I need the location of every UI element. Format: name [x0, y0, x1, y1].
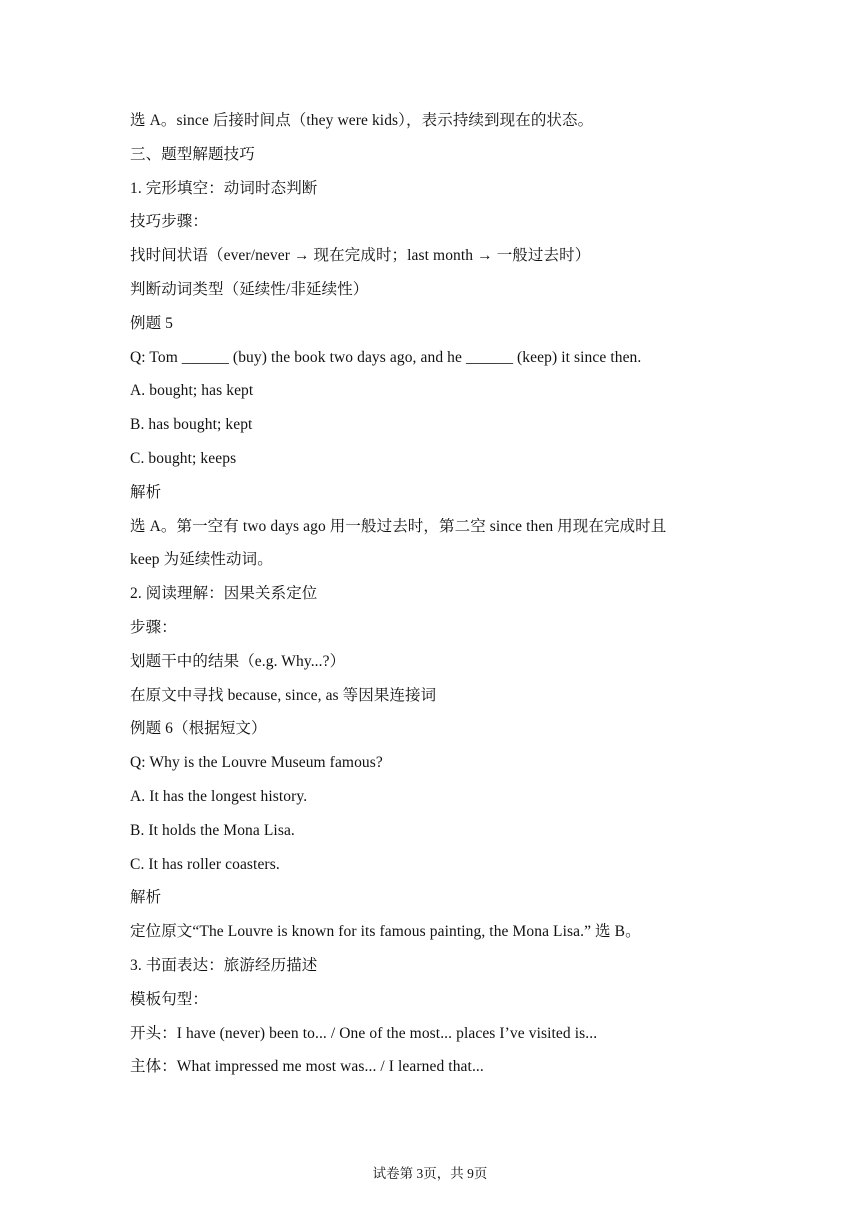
answer-line: keep 为延续性动词。: [130, 551, 273, 569]
step-line: 判断动词类型（延续性/非延续性）: [130, 280, 369, 298]
template-line: 主体：What impressed me most was... / I learned that...: [130, 1058, 484, 1076]
document-body: [130, 104, 740, 1084]
subsection-heading: 3. 书面表达：旅游经历描述: [130, 956, 318, 974]
step-line: 在原文中寻找 because, since, as 等因果连接词: [130, 686, 437, 704]
answer-line: 选 A。第一空有 two days ago 用一般过去时，第二空 since then 用现在完成时且: [130, 517, 667, 535]
template-label: 模板句型：: [130, 990, 209, 1008]
steps-label: 步骤：: [130, 618, 177, 636]
answer-line: 定位原文“The Louvre is known for its famous painting, the Mona Lisa.” 选 B。: [130, 923, 641, 941]
option-line: B. It holds the Mona Lisa.: [130, 821, 295, 839]
option-line: B. has bought; kept: [130, 416, 253, 434]
answer-line: 选 A。since 后接时间点（they were kids），表示持续到现在的状态。: [130, 112, 594, 129]
question-line: Q: Tom ______ (buy) the book two days ago, and he ______ (keep) it since then.: [130, 348, 642, 366]
subsection-heading: 1. 完形填空：动词时态判断: [130, 179, 318, 197]
template-line: 开头：I have (never) been to... / One of the most... places I’ve visited is...: [130, 1024, 598, 1042]
option-line: C. bought; keeps: [130, 449, 237, 467]
section-heading: 三、题型解题技巧: [130, 145, 255, 163]
question-line: Q: Why is the Louvre Museum famous?: [130, 754, 383, 772]
steps-label: 技巧步骤：: [130, 213, 209, 231]
analysis-label: 解析: [130, 483, 162, 501]
example-title: 例题 6（根据短文）: [130, 720, 267, 738]
subsection-heading: 2. 阅读理解：因果关系定位: [130, 585, 318, 603]
step-line: 划题干中的结果（e.g. Why...?）: [130, 652, 346, 670]
page-number-footer: 试卷第 3页，共 9页: [372, 1166, 488, 1181]
example-title: 例题 5: [130, 314, 174, 332]
option-line: A. bought; has kept: [130, 382, 254, 400]
option-line: A. It has the longest history.: [130, 787, 308, 805]
step-line: 找时间状语（ever/never → 现在完成时；last month → 一般过去时）: [130, 247, 591, 265]
option-line: C. It has roller coasters.: [130, 855, 280, 873]
analysis-label: 解析: [130, 889, 162, 907]
